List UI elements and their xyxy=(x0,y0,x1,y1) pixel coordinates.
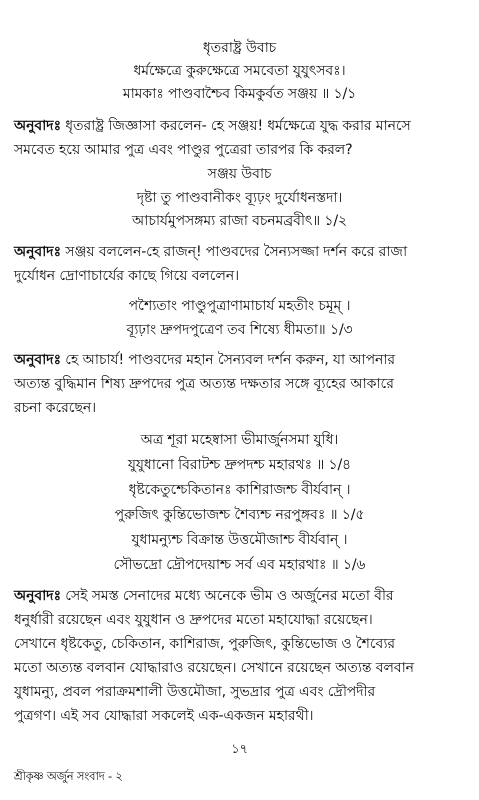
verse-2-line-2: আচার্যমুপসঙ্গম্য রাজা বচনমব্রবীৎ॥ ১/২ xyxy=(132,213,347,229)
translation-label: অনুবাদঃ xyxy=(14,352,61,368)
verse-4-line-3: ধৃষ্টকেতুশ্চেকিতানঃ কাশিরাজশ্চ বীর্যবান্ । xyxy=(128,482,351,498)
verse-4-line-2: যুযুধানো বিরাটশ্চ দ্রুপদশ্চ মহারথঃ ॥ ১/৪ xyxy=(127,457,352,473)
running-footer: শ্রীকৃষ্ণ অর্জুন সংবাদ - ২ xyxy=(14,769,123,783)
verse-1-line-1: ধর্মক্ষেত্রে কুরুক্ষেত্রে সমবেতা যুযুৎসবঃ। xyxy=(133,63,346,79)
page-number: ১৭ xyxy=(231,742,248,757)
translation-label: অনুবাদঃ xyxy=(14,588,61,604)
translation-4-line-2: ধনুর্ধারী রয়েছেন এবং যুযুধান ও দ্রুপদের মতো মহাযোদ্ধা রয়েছেন। xyxy=(14,612,373,628)
translation-4-line-4: মতো অত্যন্ত বলবান যোদ্ধারাও রয়েছেন। সেখানে রয়েছেন অত্যন্ত বলবান xyxy=(14,660,414,676)
translation-1-line-1: অনুবাদঃ ধৃতরাষ্ট্র জিজ্ঞাসা করলেন- হে সঞ্জয়! ধর্মক্ষেত্রে যুদ্ধ করার মানসে xyxy=(14,118,411,134)
verse-3-line-1: পশ্যৈতাং পাণ্ডুপুত্রাণামাচার্য মহতীং চমূম্ । xyxy=(128,298,351,314)
translation-3-line-3: রচনা করেছেন। xyxy=(14,400,97,416)
translation-4-line-3: সেখানে ধৃষ্টকেতু, চেকিতান, কাশিরাজ, পুরুজিৎ, কুন্তিভোজ ও শৈব্যের xyxy=(14,636,395,652)
verse-3-line-2: ব্যূঢ়াং দ্রুপদপুত্রেণ তব শিষ্যে ধীমতা॥ ১/৩ xyxy=(126,322,353,338)
verse-1-line-2: মামকাঃ পাণ্ডবাশ্চৈব কিমকুর্বত সঞ্জয় ॥ ১/১ xyxy=(122,86,357,102)
verse-4-line-6: সৌভদ্রো দ্রৌপদেয়াশ্চ সর্ব এব মহারথাঃ ॥ ১/৬ xyxy=(113,557,366,573)
translation-4-line-1: অনুবাদঃ সেই সমস্ত সেনাদের মধ্যে অনেকে ভীম ও অর্জুনের মতো বীর xyxy=(14,588,394,604)
translation-label: অনুবাদঃ xyxy=(14,244,61,260)
translation-3-line-2: অত্যন্ত বুদ্ধিমান শিষ্য দ্রুপদের পুত্র অত্যন্ত দক্ষতার সঙ্গে ব্যূহের আকারে xyxy=(14,376,394,392)
verse-4-line-1: অত্র শূরা মহেষ্বাসা ভীমার্জুনসমা যুধি। xyxy=(140,432,339,448)
translation-2-line-1: অনুবাদঃ সঞ্জয় বললেন-হে রাজন্! পাণ্ডবদের সৈন্যসজ্জা দর্শন করে রাজা xyxy=(14,244,407,260)
verse-2-speaker: সঞ্জয় উবাচ xyxy=(207,166,272,182)
verse-1-speaker: ধৃতরাষ্ট্র উবাচ xyxy=(202,40,277,56)
translation-1-line-2: সমবেত হয়ে আমার পুত্র এবং পাণ্ডুর পুত্রেরা তারপর কি করল? xyxy=(14,142,353,158)
verse-2-line-1: দৃষ্টা তু পাণ্ডবানীকং ব্যূঢ়ং দুর্যোধনস্তদা। xyxy=(136,190,343,206)
translation-4-line-5: যুধামন্যু, প্রবল পরাক্রমশালী উত্তমৌজা, সুভদ্রার পুত্র এবং দ্রৌপদীর xyxy=(14,684,376,700)
translation-2-line-2: দুর্যোধন দ্রোণাচার্যের কাছে গিয়ে বললেন। xyxy=(14,268,239,284)
verse-4-line-5: যুধামন্যুশ্চ বিক্রান্ত উত্তমৌজাশ্চ বীর্যবান্ । xyxy=(131,532,348,548)
translation-3-line-1: অনুবাদঃ হে আচার্য! পাণ্ডবদের মহান সৈন্যবল দর্শন করুন, যা আপনার xyxy=(14,352,396,368)
translation-4-line-6: পুত্রগণ। এই সব যোদ্ধারা সকলেই এক-একজন মহারথী। xyxy=(14,708,314,724)
translation-label: অনুবাদঃ xyxy=(14,118,61,134)
verse-4-line-4: পুরুজিৎ কুন্তিভোজশ্চ শৈব্যশ্চ নরপুঙ্গবঃ ॥ ১/৫ xyxy=(114,507,365,523)
